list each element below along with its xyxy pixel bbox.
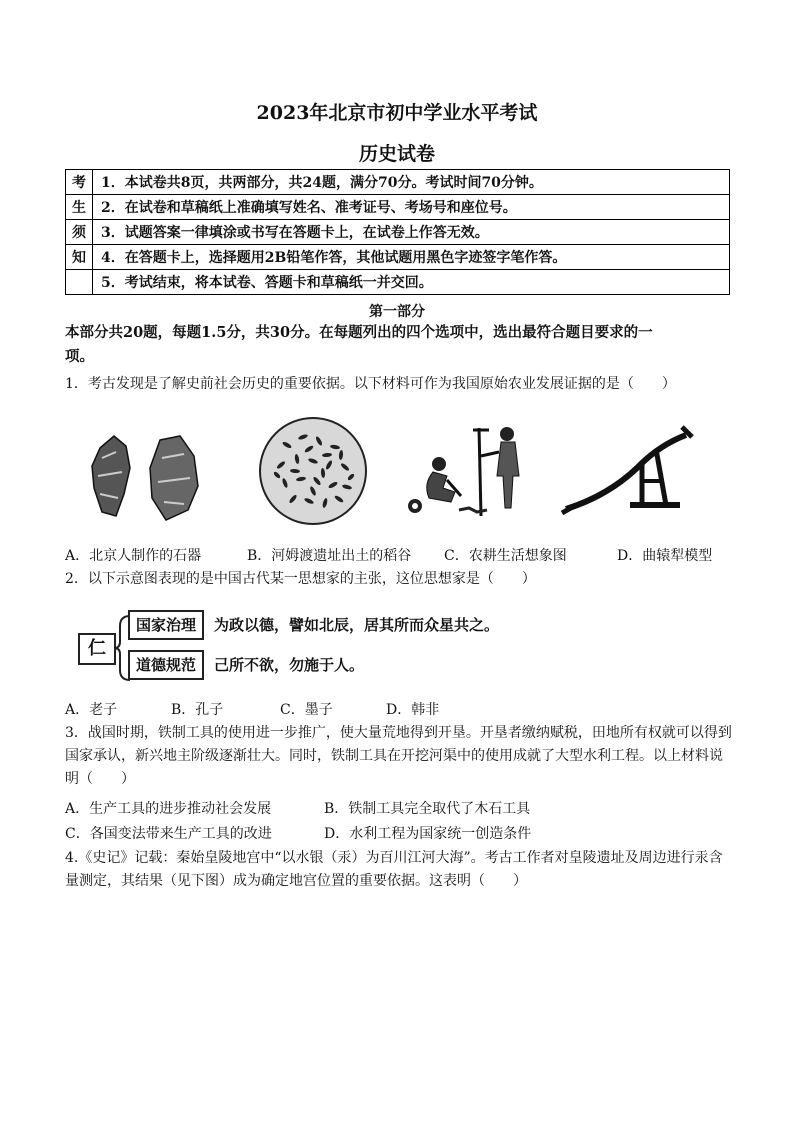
notice-row [66,170,730,195]
q1-option-a: A．北京人制作的石器 [65,548,202,564]
q1-option-d: D．曲辕犁模型 [617,548,713,564]
exam-subtitle: 历史试卷 [358,143,435,165]
q4-stem-line: 4.《史记》记载：秦始皇陵地宫中“以水银（汞）为百川江河大海”。考古工作者对皇陵遗址及周边进行汞含 [65,850,723,866]
q3-option-a: A．生产工具的进步推动社会发展 [65,801,272,817]
question-2-stem: 2．以下示意图表现的是中国古代某一思想家的主张，这位思想家是（ ） [65,571,536,587]
notice-line: 3．试题答案一律填涂或书写在答题卡上，在试卷上作答无效。 [93,220,730,245]
q4-stem-line: 量测定，其结果（见下图）成为确定地宫位置的重要依据。这表明（ ） [65,873,527,889]
question-3-stem [65,722,735,791]
notice-row [66,195,730,220]
notice-line: 5．考试结束，将本试卷、答题卡和草稿纸一并交回。 [93,270,730,295]
instruction-line: 项。 [65,348,94,365]
q3-stem-line: 国家承认，新兴地主阶级逐渐壮大。同时，铁制工具在开挖河渠中的使用成就了大型水利工程。以上材料说 [65,748,723,764]
notice-line: 2．在试卷和草稿纸上准确填写姓名、准考证号、考场号和座位号。 [93,195,730,220]
q2-option-c: C．墨子 [280,702,333,718]
stone-tools-image [86,428,206,528]
q3-stem-line: 明（ ） [65,771,135,787]
notice-table [65,169,730,295]
diagram-branch-governance: 国家治理 [128,610,204,640]
question-1-stem: 1．考古发现是了解史前社会历史的重要依据。以下材料可作为我国原始农业发展证据的是（ ） [65,376,676,392]
notice-row [66,245,730,270]
notice-side-label [66,270,93,295]
part-instruction [65,321,733,369]
q2-option-d: D．韩非 [386,702,440,718]
part-heading: 第一部分 [369,304,425,320]
notice-line: 1．本试卷共8页，共两部分，共24题，满分70分。考试时间70分钟。 [93,170,730,195]
notice-row [66,270,730,295]
q1-option-c: C．农耕生活想象图 [444,548,567,564]
q3-option-c: C．各国变法带来生产工具的改进 [65,826,272,842]
q2-option-b: B．孔子 [171,702,224,718]
rice-grains-image [257,415,369,527]
notice-line: 4．在答题卡上，选择题用2B铅笔作答，其他试题用黑色字迹签字笔作答。 [93,245,730,270]
q2-option-a: A．老子 [65,702,118,718]
farming-life-image [403,422,543,522]
q3-stem-line: 3．战国时期，铁制工具的使用进一步推广，使大量荒地得到开垦。开垦者缴纳赋税，田地所有权就可以得到 [65,725,732,741]
diagram-text-morality: 己所不欲，勿施于人。 [214,656,365,674]
curved-plow-image [560,425,700,520]
notice-side-label: 考 [66,170,93,195]
question-4-stem [65,847,735,893]
diagram-text-governance: 为政以德，譬如北辰，居其所而众星共之。 [214,616,500,634]
diagram-branch-morality: 道德规范 [128,650,204,680]
notice-side-label: 生 [66,195,93,220]
q3-option-b: B．铁制工具完全取代了木石工具 [324,801,531,817]
notice-row [66,220,730,245]
exam-title: 2023年北京市初中学业水平考试 [256,102,538,124]
diagram-root-ren: 仁 [78,633,116,665]
instruction-line: 本部分共20题，每题1.5分，共30分。在每题列出的四个选项中，选出最符合题目要求的一 [65,324,653,341]
q3-option-d: D．水利工程为国家统一创造条件 [324,826,532,842]
notice-side-label: 须 [66,220,93,245]
notice-side-label: 知 [66,245,93,270]
q1-option-b: B．河姆渡遗址出土的稻谷 [247,548,412,564]
